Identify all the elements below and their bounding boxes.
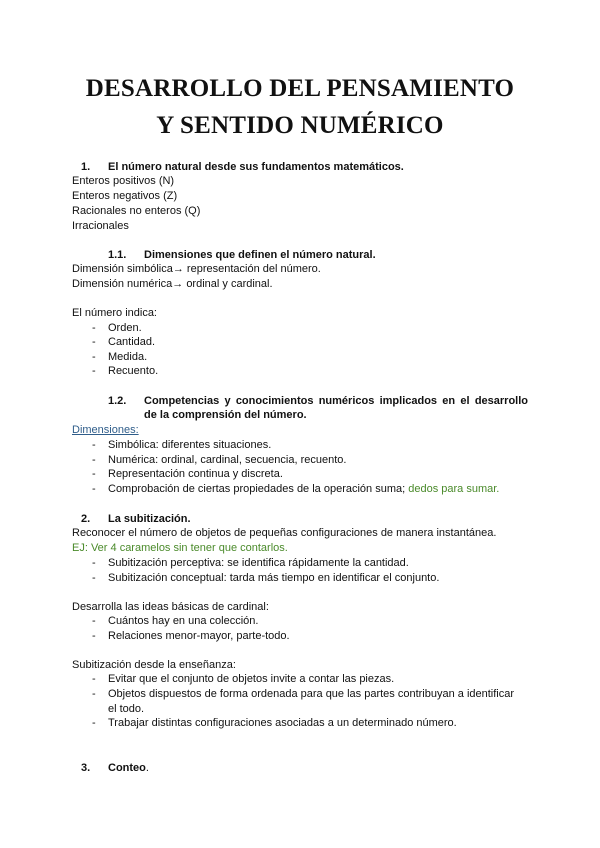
page-title-line1: DESARROLLO DEL PENSAMIENTO [85,75,515,102]
text-line: Irracionales [72,220,129,232]
text-line: Dimensión simbólica→ representación del número. [72,263,321,275]
bullet-dash: - [92,439,96,451]
list-item: Numérica: ordinal, cardinal, secuencia, recuento. [108,454,347,466]
bullet-dash: - [92,336,96,348]
text-line: Racionales no enteros (Q) [72,205,201,217]
bullet-dash: - [92,717,96,729]
section-3-number: 3. [81,762,91,774]
bullet-dash: - [92,673,96,685]
text-line: Subitización desde la enseñanza: [72,659,236,671]
bullet-dash: - [92,572,96,584]
list-item: Evitar que el conjunto de objetos invite a contar las piezas. [108,673,395,685]
section-1-2-heading-line1: Competencias y conocimientos numéricos implicados en el desarrollo [144,395,528,407]
section-1-1-number: 1.1. [108,249,127,261]
text-line: Dimensión numérica→ ordinal y cardinal. [72,278,273,290]
text-line: El número indica: [72,307,157,319]
section-2-number: 2. [81,513,91,525]
list-item: Medida. [108,351,148,363]
section-2-heading: La subitización. [108,513,191,525]
green-note: dedos para sumar. [408,483,500,495]
list-item: Cantidad. [108,336,156,348]
text-line: Enteros negativos (Z) [72,190,178,202]
section-1-1-heading: Dimensiones que definen el número natural. [144,249,376,261]
example-line: EJ: Ver 4 caramelos sin tener que contarlos. [72,542,288,554]
list-item: Cuántos hay en una colección. [108,615,259,627]
list-item: Orden. [108,322,142,334]
text-line: Desarrolla las ideas básicas de cardinal: [72,601,269,613]
section-1-2-number: 1.2. [108,395,127,407]
section-1-number: 1. [81,161,91,173]
bullet-dash: - [92,630,96,642]
section-3-heading [108,761,149,775]
bullet-dash: - [92,688,96,700]
bullet-dash: - [92,468,96,480]
list-item: Subitización perceptiva: se identifica rápidamente la cantidad. [108,557,409,569]
bullet-dash: - [92,454,96,466]
bullet-dash: - [92,615,96,627]
text-line: Reconocer el número de objetos de pequeñas configuraciones de manera instantánea. [72,527,497,539]
list-item: Subitización conceptual: tarda más tiempo en identificar el conjunto. [108,572,440,584]
list-item: Simbólica: diferentes situaciones. [108,439,272,451]
section-1-heading: El número natural desde sus fundamentos matemáticos. [108,161,404,173]
bullet-dash: - [92,351,96,363]
list-item-continuation: el todo. [108,703,145,715]
bullet-dash: - [92,557,96,569]
section-1-2-heading-line2: de la comprensión del número. [144,409,307,421]
page-title-line2: Y SENTIDO NUMÉRICO [156,112,444,139]
list-item-text: Comprobación de ciertas propiedades de la operación suma; [108,483,406,495]
bullet-dash: - [92,322,96,334]
bullet-dash: - [92,483,96,495]
bullet-dash: - [92,365,96,377]
list-item [108,482,499,496]
list-item: Relaciones menor-mayor, parte-todo. [108,630,290,642]
list-item: Trabajar distintas configuraciones asociadas a un determinado número. [108,717,457,729]
dimensiones-link[interactable]: Dimensiones: [72,424,139,436]
list-item: Objetos dispuestos de forma ordenada para que las partes contribuyan a identificar [108,688,515,700]
section-3-heading-text: Conteo [108,762,146,774]
list-item: Recuento. [108,365,159,377]
text-line: Enteros positivos (N) [72,175,175,187]
section-3-dot: . [145,762,149,774]
list-item: Representación continua y discreta. [108,468,283,480]
